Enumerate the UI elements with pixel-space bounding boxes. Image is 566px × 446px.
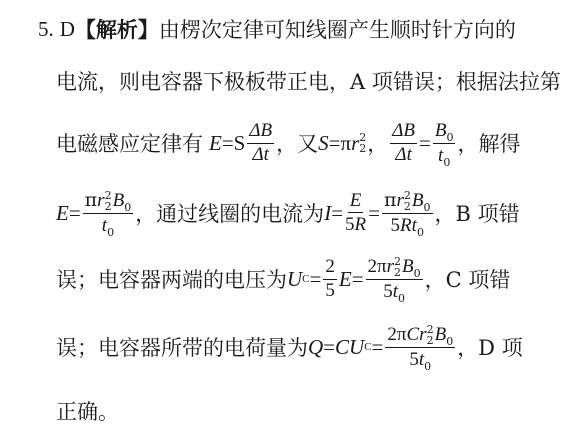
symbol-C: C — [335, 334, 350, 359]
sub: 0 — [443, 155, 451, 169]
line-3 — [56, 120, 566, 167]
numerator — [83, 190, 134, 214]
symbol-pi: π — [84, 189, 98, 211]
symbol-C: C — [406, 324, 420, 345]
symbol-S: S — [318, 130, 329, 155]
sub: 2 — [394, 266, 402, 279]
symbol-E: E — [209, 130, 222, 155]
equals-S: =S — [221, 130, 246, 155]
sub: 2 — [104, 200, 112, 213]
denominator — [438, 144, 450, 167]
fraction-dB-dt — [247, 121, 274, 166]
denominator — [391, 214, 424, 237]
text-wu2: 误；电容器所带的电荷量为 — [56, 336, 308, 361]
numerator: E — [348, 191, 364, 214]
sub-sup — [359, 132, 366, 154]
line-3-text: 电磁感应定律有 — [56, 132, 203, 157]
text-you: ，又 — [276, 132, 319, 157]
line-1 — [38, 14, 566, 44]
answer-letter: D — [59, 16, 75, 41]
sub: 0 — [413, 266, 421, 280]
symbol-I: I — [324, 200, 332, 225]
sub: 2 — [403, 200, 411, 213]
text-dxiang: ，D 项 — [457, 336, 523, 361]
sub: 0 — [397, 291, 405, 305]
symbol-U: U — [287, 266, 303, 291]
line-5: 误；电容器两端的电压为 U C = $\frac{2}{5}$ E = 2πr 2 2 $B_0$ $5t_0$ ，C 项错 — [56, 255, 511, 305]
two-pi: 2π — [387, 324, 407, 345]
numerator: ΔB — [390, 121, 417, 144]
symbol-pi: π — [383, 189, 397, 211]
digit-5: 5 — [409, 349, 419, 370]
denominator — [383, 280, 405, 303]
symbol-r: r — [97, 190, 105, 211]
sub: 0 — [124, 200, 132, 214]
equals: = — [68, 200, 81, 225]
numerator: 2 — [323, 257, 337, 280]
numerator: ΔB — [247, 121, 274, 144]
symbol-E: E — [338, 266, 352, 291]
numerator — [366, 256, 423, 280]
digit-5: 5 — [383, 281, 393, 302]
sup: 2 — [359, 131, 367, 145]
symbol-r: r — [396, 190, 404, 211]
denominator — [409, 348, 431, 371]
denominator: Δt — [252, 143, 269, 165]
symbol-Q: Q — [308, 334, 324, 359]
sub: 0 — [446, 130, 454, 144]
text-ccuo: ，C 项错 — [424, 268, 511, 293]
line-7 — [56, 396, 566, 426]
numerator — [433, 120, 456, 144]
symbol-r: r — [386, 256, 395, 277]
sup: 2 — [403, 189, 411, 202]
equals-pi: =π — [328, 130, 352, 155]
symbol-t: t — [392, 281, 398, 302]
symbol-R: R — [400, 215, 412, 236]
numerator — [385, 324, 455, 348]
equals: = — [351, 266, 364, 291]
fraction-E-5R — [345, 191, 366, 237]
text-zhengque: 正确。 — [56, 400, 119, 424]
equals: = — [331, 200, 344, 225]
equals: = — [323, 334, 336, 359]
fraction-dB-dt-2 — [390, 121, 417, 166]
denominator: Δt — [395, 143, 412, 165]
text-jiede: ，解得 — [457, 132, 521, 157]
sub: 0 — [446, 334, 454, 348]
symbol-t: t — [101, 215, 108, 236]
symbol-B: B — [112, 190, 125, 211]
sub: 0 — [424, 359, 432, 373]
comma: ， — [367, 132, 389, 157]
numerator — [382, 190, 433, 214]
sub: 2 — [359, 142, 367, 156]
sub-sup — [105, 190, 112, 212]
question-number: 5. — [38, 16, 54, 41]
line-2-text: 电流，则电容器下极板带正电，A 项错误；根据法拉第 — [56, 70, 561, 94]
line-6: 误；电容器所带的电荷量为 Q = C U C = 2πCr 2 2 $B_0$ $5t_0$ ，D 项 — [56, 323, 523, 373]
line-2 — [56, 66, 566, 96]
sub-sup — [427, 324, 434, 346]
sub-sup — [394, 256, 401, 278]
sup: 2 — [394, 255, 402, 268]
fraction-2-5 — [323, 257, 337, 302]
text-wu1: 误；电容器两端的电压为 — [56, 268, 287, 293]
analysis-label: 【解析】 — [74, 17, 159, 42]
line-4 — [56, 190, 566, 237]
digit-5: 5 — [390, 215, 401, 236]
symbol-r: r — [351, 130, 360, 155]
symbol-B: B — [411, 190, 424, 211]
symbol-t: t — [411, 215, 417, 236]
symbol-R: R — [354, 214, 367, 236]
fraction-voltage — [366, 256, 423, 303]
digit-5: 5 — [345, 214, 355, 236]
sub-sup — [404, 190, 411, 212]
sup: 2 — [426, 323, 434, 336]
symbol-B: B — [434, 120, 447, 141]
symbol-r: r — [419, 324, 427, 345]
equals: = — [371, 334, 384, 359]
two-pi: 2π — [367, 256, 387, 277]
denominator — [102, 214, 114, 237]
sub: 2 — [426, 334, 434, 347]
equals: = — [368, 200, 380, 225]
symbol-E: E — [56, 200, 69, 225]
equals: = — [419, 130, 431, 155]
fraction-E-expr — [83, 190, 134, 237]
symbol-B: B — [402, 256, 414, 277]
symbol-t: t — [418, 349, 425, 370]
sub: 0 — [107, 225, 115, 239]
sub: 0 — [416, 225, 424, 239]
fraction-current — [382, 190, 433, 237]
symbol-B: B — [434, 324, 447, 345]
denominator: 5 — [325, 279, 335, 301]
symbol-U: U — [349, 334, 365, 359]
fraction-charge — [385, 324, 455, 371]
text-bcuo: ，B 项错 — [434, 202, 520, 227]
line-1-text: 由楞次定律可知线圈产生顺时针方向的 — [158, 18, 516, 42]
fraction-B0-t0 — [433, 120, 456, 167]
symbol-t: t — [438, 144, 444, 166]
text-tong: ，通过线圈的电流为 — [135, 202, 325, 227]
sup: 2 — [104, 189, 112, 202]
equals: = — [309, 266, 322, 291]
denominator — [345, 213, 366, 236]
sub: 0 — [423, 200, 431, 214]
